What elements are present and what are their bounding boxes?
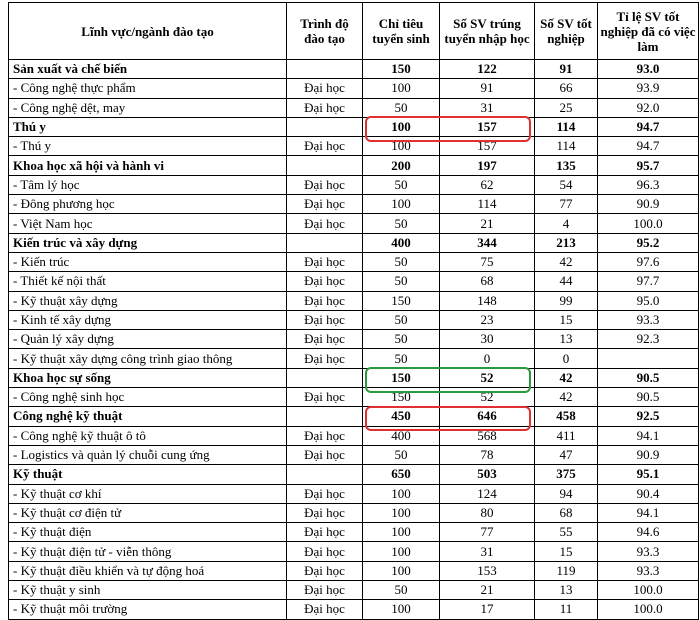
admitted-cell: 30 xyxy=(440,330,535,349)
quota-cell: 400 xyxy=(363,426,440,445)
employment-rate-cell: 95.0 xyxy=(598,291,699,310)
header-quota: Chỉ tiêu tuyển sinh xyxy=(363,3,440,60)
table-row xyxy=(9,252,699,271)
field-cell: - Thú y xyxy=(9,137,287,156)
level-cell: Đại học xyxy=(287,79,363,98)
field-cell: - Kỹ thuật điều khiển và tự động hoá xyxy=(9,561,287,580)
table-row xyxy=(9,523,699,542)
quota-cell: 150 xyxy=(363,368,440,387)
group-row xyxy=(9,368,699,387)
level-cell xyxy=(287,60,363,79)
employment-rate-cell: 100.0 xyxy=(598,581,699,600)
admitted-cell: 62 xyxy=(440,175,535,194)
field-cell: - Công nghệ thực phẩm xyxy=(9,79,287,98)
quota-cell: 100 xyxy=(363,503,440,522)
field-cell: - Kỹ thuật điện xyxy=(9,523,287,542)
field-cell: - Kỹ thuật xây dựng công trình giao thông xyxy=(9,349,287,368)
quota-cell: 50 xyxy=(363,349,440,368)
employment-rate-cell xyxy=(598,349,699,368)
graduated-cell: 44 xyxy=(535,272,598,291)
level-cell: Đại học xyxy=(287,291,363,310)
table-row xyxy=(9,542,699,561)
employment-rate-cell: 90.5 xyxy=(598,368,699,387)
admitted-cell: 23 xyxy=(440,310,535,329)
field-cell: - Kỹ thuật cơ điện tử xyxy=(9,503,287,522)
quota-cell: 50 xyxy=(363,445,440,464)
group-row xyxy=(9,233,699,252)
admitted-cell: 197 xyxy=(440,156,535,175)
quota-cell: 50 xyxy=(363,310,440,329)
graduated-cell: 77 xyxy=(535,195,598,214)
employment-rate-cell: 92.0 xyxy=(598,98,699,117)
field-cell: - Việt Nam học xyxy=(9,214,287,233)
level-cell: Đại học xyxy=(287,581,363,600)
employment-rate-cell: 94.7 xyxy=(598,137,699,156)
level-cell: Đại học xyxy=(287,330,363,349)
field-cell: Kỹ thuật xyxy=(9,465,287,484)
quota-cell: 100 xyxy=(363,523,440,542)
field-cell: - Kỹ thuật điện tử - viễn thông xyxy=(9,542,287,561)
level-cell: Đại học xyxy=(287,445,363,464)
admitted-cell: 124 xyxy=(440,484,535,503)
field-cell: - Kỹ thuật môi trường xyxy=(9,600,287,619)
field-cell: - Công nghệ dệt, may xyxy=(9,98,287,117)
table-row xyxy=(9,137,699,156)
field-cell: Thú y xyxy=(9,117,287,136)
graduated-cell: 68 xyxy=(535,503,598,522)
table-row xyxy=(9,484,699,503)
quota-cell: 50 xyxy=(363,175,440,194)
admitted-cell: 77 xyxy=(440,523,535,542)
enrollment-table xyxy=(8,2,699,620)
admitted-cell: 157 xyxy=(440,137,535,156)
graduated-cell: 375 xyxy=(535,465,598,484)
level-cell: Đại học xyxy=(287,272,363,291)
graduated-cell: 135 xyxy=(535,156,598,175)
quota-cell: 450 xyxy=(363,407,440,426)
graduated-cell: 4 xyxy=(535,214,598,233)
level-cell: Đại học xyxy=(287,349,363,368)
quota-cell: 50 xyxy=(363,252,440,271)
employment-rate-cell: 94.1 xyxy=(598,503,699,522)
graduated-cell: 66 xyxy=(535,79,598,98)
graduated-cell: 119 xyxy=(535,561,598,580)
quota-cell: 50 xyxy=(363,272,440,291)
graduated-cell: 42 xyxy=(535,388,598,407)
table-body xyxy=(9,60,699,620)
employment-rate-cell: 93.3 xyxy=(598,561,699,580)
table-row xyxy=(9,561,699,580)
quota-cell: 100 xyxy=(363,600,440,619)
field-cell: - Tâm lý học xyxy=(9,175,287,194)
field-cell: - Kỹ thuật cơ khí xyxy=(9,484,287,503)
quota-cell: 100 xyxy=(363,137,440,156)
quota-cell: 100 xyxy=(363,117,440,136)
quota-cell: 50 xyxy=(363,581,440,600)
field-cell: - Thiết kế nội thất xyxy=(9,272,287,291)
admitted-cell: 568 xyxy=(440,426,535,445)
quota-cell: 100 xyxy=(363,195,440,214)
admitted-cell: 75 xyxy=(440,252,535,271)
graduated-cell: 114 xyxy=(535,117,598,136)
table-row xyxy=(9,79,699,98)
quota-cell: 50 xyxy=(363,330,440,349)
employment-rate-cell: 100.0 xyxy=(598,214,699,233)
graduated-cell: 13 xyxy=(535,330,598,349)
employment-rate-cell: 93.3 xyxy=(598,310,699,329)
table-row xyxy=(9,175,699,194)
admitted-cell: 148 xyxy=(440,291,535,310)
table-row xyxy=(9,214,699,233)
header-field: Lĩnh vực/ngành đào tạo xyxy=(9,3,287,60)
graduated-cell: 15 xyxy=(535,542,598,561)
employment-rate-cell: 94.7 xyxy=(598,117,699,136)
table-row xyxy=(9,98,699,117)
group-row xyxy=(9,60,699,79)
header-graduated: Số SV tốt nghiệp xyxy=(535,3,598,60)
table-row xyxy=(9,310,699,329)
employment-rate-cell: 90.9 xyxy=(598,195,699,214)
header-row xyxy=(9,3,699,60)
admitted-cell: 122 xyxy=(440,60,535,79)
table-row xyxy=(9,388,699,407)
admitted-cell: 68 xyxy=(440,272,535,291)
header-employment-rate: Tỉ lệ SV tốt nghiệp đã có việc làm xyxy=(598,3,699,60)
quota-cell: 50 xyxy=(363,98,440,117)
graduated-cell: 458 xyxy=(535,407,598,426)
field-cell: - Logistics và quản lý chuỗi cung ứng xyxy=(9,445,287,464)
level-cell: Đại học xyxy=(287,561,363,580)
graduated-cell: 42 xyxy=(535,252,598,271)
graduated-cell: 0 xyxy=(535,349,598,368)
level-cell: Đại học xyxy=(287,310,363,329)
level-cell: Đại học xyxy=(287,195,363,214)
level-cell xyxy=(287,233,363,252)
level-cell: Đại học xyxy=(287,214,363,233)
table-row xyxy=(9,349,699,368)
level-cell xyxy=(287,407,363,426)
employment-rate-cell: 100.0 xyxy=(598,600,699,619)
table-row xyxy=(9,291,699,310)
group-row xyxy=(9,465,699,484)
graduated-cell: 25 xyxy=(535,98,598,117)
employment-rate-cell: 90.4 xyxy=(598,484,699,503)
level-cell: Đại học xyxy=(287,503,363,522)
admitted-cell: 17 xyxy=(440,600,535,619)
header-admitted: Số SV trúng tuyển nhập học xyxy=(440,3,535,60)
graduated-cell: 54 xyxy=(535,175,598,194)
field-cell: - Kỹ thuật y sinh xyxy=(9,581,287,600)
admitted-cell: 80 xyxy=(440,503,535,522)
header-level: Trình độ đào tạo xyxy=(287,3,363,60)
table-row xyxy=(9,272,699,291)
field-cell: Kiến trúc và xây dựng xyxy=(9,233,287,252)
quota-cell: 150 xyxy=(363,388,440,407)
employment-rate-cell: 90.5 xyxy=(598,388,699,407)
employment-rate-cell: 93.9 xyxy=(598,79,699,98)
level-cell: Đại học xyxy=(287,523,363,542)
quota-cell: 100 xyxy=(363,79,440,98)
enrollment-table-container xyxy=(8,2,699,620)
level-cell: Đại học xyxy=(287,484,363,503)
level-cell: Đại học xyxy=(287,600,363,619)
quota-cell: 650 xyxy=(363,465,440,484)
field-cell: - Công nghệ sinh học xyxy=(9,388,287,407)
graduated-cell: 47 xyxy=(535,445,598,464)
table-row xyxy=(9,445,699,464)
field-cell: Công nghệ kỹ thuật xyxy=(9,407,287,426)
admitted-cell: 21 xyxy=(440,214,535,233)
admitted-cell: 31 xyxy=(440,98,535,117)
admitted-cell: 52 xyxy=(440,368,535,387)
employment-rate-cell: 92.3 xyxy=(598,330,699,349)
level-cell: Đại học xyxy=(287,542,363,561)
graduated-cell: 15 xyxy=(535,310,598,329)
graduated-cell: 99 xyxy=(535,291,598,310)
field-cell: - Quản lý xây dựng xyxy=(9,330,287,349)
field-cell: - Kinh tế xây dựng xyxy=(9,310,287,329)
employment-rate-cell: 93.3 xyxy=(598,542,699,561)
field-cell: Sản xuất và chế biến xyxy=(9,60,287,79)
admitted-cell: 52 xyxy=(440,388,535,407)
admitted-cell: 503 xyxy=(440,465,535,484)
level-cell xyxy=(287,117,363,136)
admitted-cell: 21 xyxy=(440,581,535,600)
level-cell: Đại học xyxy=(287,388,363,407)
quota-cell: 400 xyxy=(363,233,440,252)
table-row xyxy=(9,330,699,349)
table-row xyxy=(9,503,699,522)
level-cell xyxy=(287,465,363,484)
employment-rate-cell: 95.2 xyxy=(598,233,699,252)
employment-rate-cell: 90.9 xyxy=(598,445,699,464)
graduated-cell: 411 xyxy=(535,426,598,445)
group-row xyxy=(9,407,699,426)
field-cell: - Kiến trúc xyxy=(9,252,287,271)
graduated-cell: 114 xyxy=(535,137,598,156)
admitted-cell: 91 xyxy=(440,79,535,98)
quota-cell: 100 xyxy=(363,561,440,580)
table-row xyxy=(9,195,699,214)
field-cell: - Đông phương học xyxy=(9,195,287,214)
level-cell: Đại học xyxy=(287,426,363,445)
employment-rate-cell: 92.5 xyxy=(598,407,699,426)
employment-rate-cell: 94.1 xyxy=(598,426,699,445)
admitted-cell: 78 xyxy=(440,445,535,464)
graduated-cell: 91 xyxy=(535,60,598,79)
level-cell: Đại học xyxy=(287,137,363,156)
quota-cell: 150 xyxy=(363,60,440,79)
employment-rate-cell: 93.0 xyxy=(598,60,699,79)
level-cell: Đại học xyxy=(287,175,363,194)
table-row xyxy=(9,426,699,445)
admitted-cell: 646 xyxy=(440,407,535,426)
field-cell: - Kỹ thuật xây dựng xyxy=(9,291,287,310)
admitted-cell: 344 xyxy=(440,233,535,252)
quota-cell: 150 xyxy=(363,291,440,310)
graduated-cell: 94 xyxy=(535,484,598,503)
level-cell xyxy=(287,368,363,387)
graduated-cell: 13 xyxy=(535,581,598,600)
quota-cell: 100 xyxy=(363,542,440,561)
admitted-cell: 31 xyxy=(440,542,535,561)
group-row xyxy=(9,156,699,175)
graduated-cell: 213 xyxy=(535,233,598,252)
employment-rate-cell: 96.3 xyxy=(598,175,699,194)
quota-cell: 200 xyxy=(363,156,440,175)
graduated-cell: 42 xyxy=(535,368,598,387)
employment-rate-cell: 95.7 xyxy=(598,156,699,175)
admitted-cell: 114 xyxy=(440,195,535,214)
graduated-cell: 11 xyxy=(535,600,598,619)
admitted-cell: 153 xyxy=(440,561,535,580)
level-cell: Đại học xyxy=(287,252,363,271)
field-cell: Khoa học sự sống xyxy=(9,368,287,387)
quota-cell: 100 xyxy=(363,484,440,503)
employment-rate-cell: 97.7 xyxy=(598,272,699,291)
field-cell: - Công nghệ kỹ thuật ô tô xyxy=(9,426,287,445)
admitted-cell: 157 xyxy=(440,117,535,136)
employment-rate-cell: 97.6 xyxy=(598,252,699,271)
level-cell: Đại học xyxy=(287,98,363,117)
employment-rate-cell: 94.6 xyxy=(598,523,699,542)
employment-rate-cell: 95.1 xyxy=(598,465,699,484)
table-row xyxy=(9,581,699,600)
graduated-cell: 55 xyxy=(535,523,598,542)
field-cell: Khoa học xã hội và hành vi xyxy=(9,156,287,175)
table-row xyxy=(9,600,699,619)
quota-cell: 50 xyxy=(363,214,440,233)
level-cell xyxy=(287,156,363,175)
admitted-cell: 0 xyxy=(440,349,535,368)
group-row xyxy=(9,117,699,136)
